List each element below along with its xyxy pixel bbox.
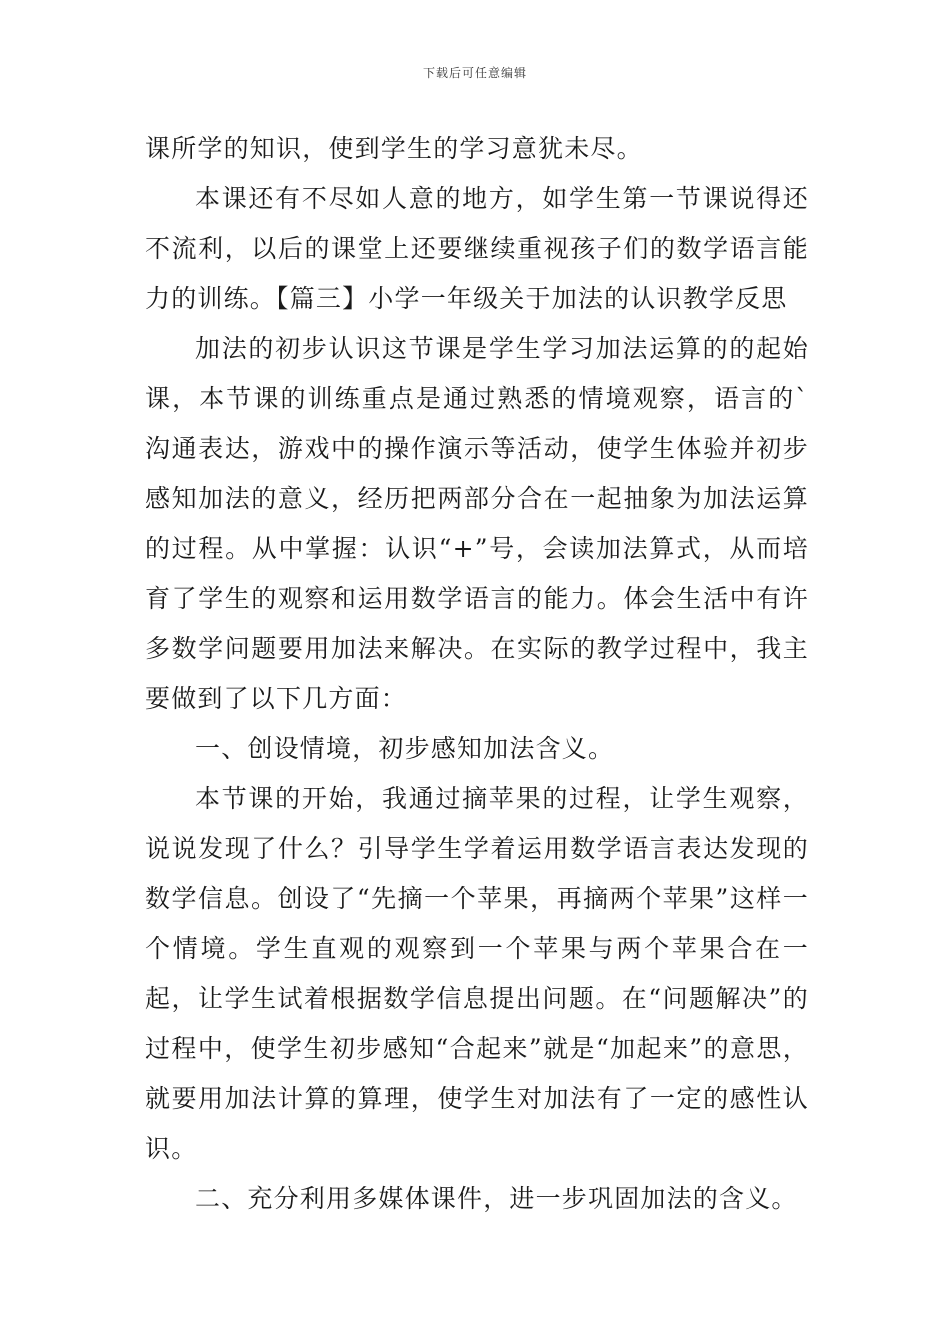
section-heading-one: 一、创设情境，初步感知加法含义。 bbox=[195, 734, 615, 763]
paragraph-reflection-shortcoming: 本课还有不尽如人意的地方，如学生第一节课说得还不流利，以后的课堂上还要继续重视孩子们的数学语言能力的训练。【篇三】小学一年级关于加法的认识教学反思 bbox=[145, 184, 809, 313]
paragraph-continuation: 课所学的知识，使到学生的学习意犹未尽。 bbox=[145, 134, 643, 163]
page-header: 下载后可任意编辑 bbox=[422, 66, 527, 80]
section-heading-two: 二、充分利用多媒体课件，进一步巩固加法的含义。 bbox=[195, 1184, 798, 1213]
paragraph-lesson-overview: 加法的初步认识这节课是学生学习加法运算的的起始课，本节课的训练重点是通过熟悉的情境观察，语言的`沟通表达，游戏中的操作演示等活动，使学生体验并初步感知加法的意义，经历把两部分合在一起抽象为加法运算的过程。从中掌握：认识“+”号，会读加法算式，从而培育了学生的观察和运用数学语言的能力。体会生活中有许多数学问题要用加法来解决。在实际的教学过程中，我主要做到了以下几方面： bbox=[145, 334, 809, 713]
document-body bbox=[145, 124, 809, 1224]
paragraph-apple-scenario: 本节课的开始，我通过摘苹果的过程，让学生观察，说说发现了什么？引导学生学着运用数学语言表达发现的数学信息。创设了“先摘一个苹果，再摘两个苹果”这样一个情境。学生直观的观察到一个苹果与两个苹果合在一起，让学生试着根据数学信息提出问题。在“问题解决”的过程中，使学生初步感知“合起来”就是“加起来”的意思，就要用加法计算的算理，使学生对加法有了一定的感性认识。 bbox=[145, 784, 809, 1163]
